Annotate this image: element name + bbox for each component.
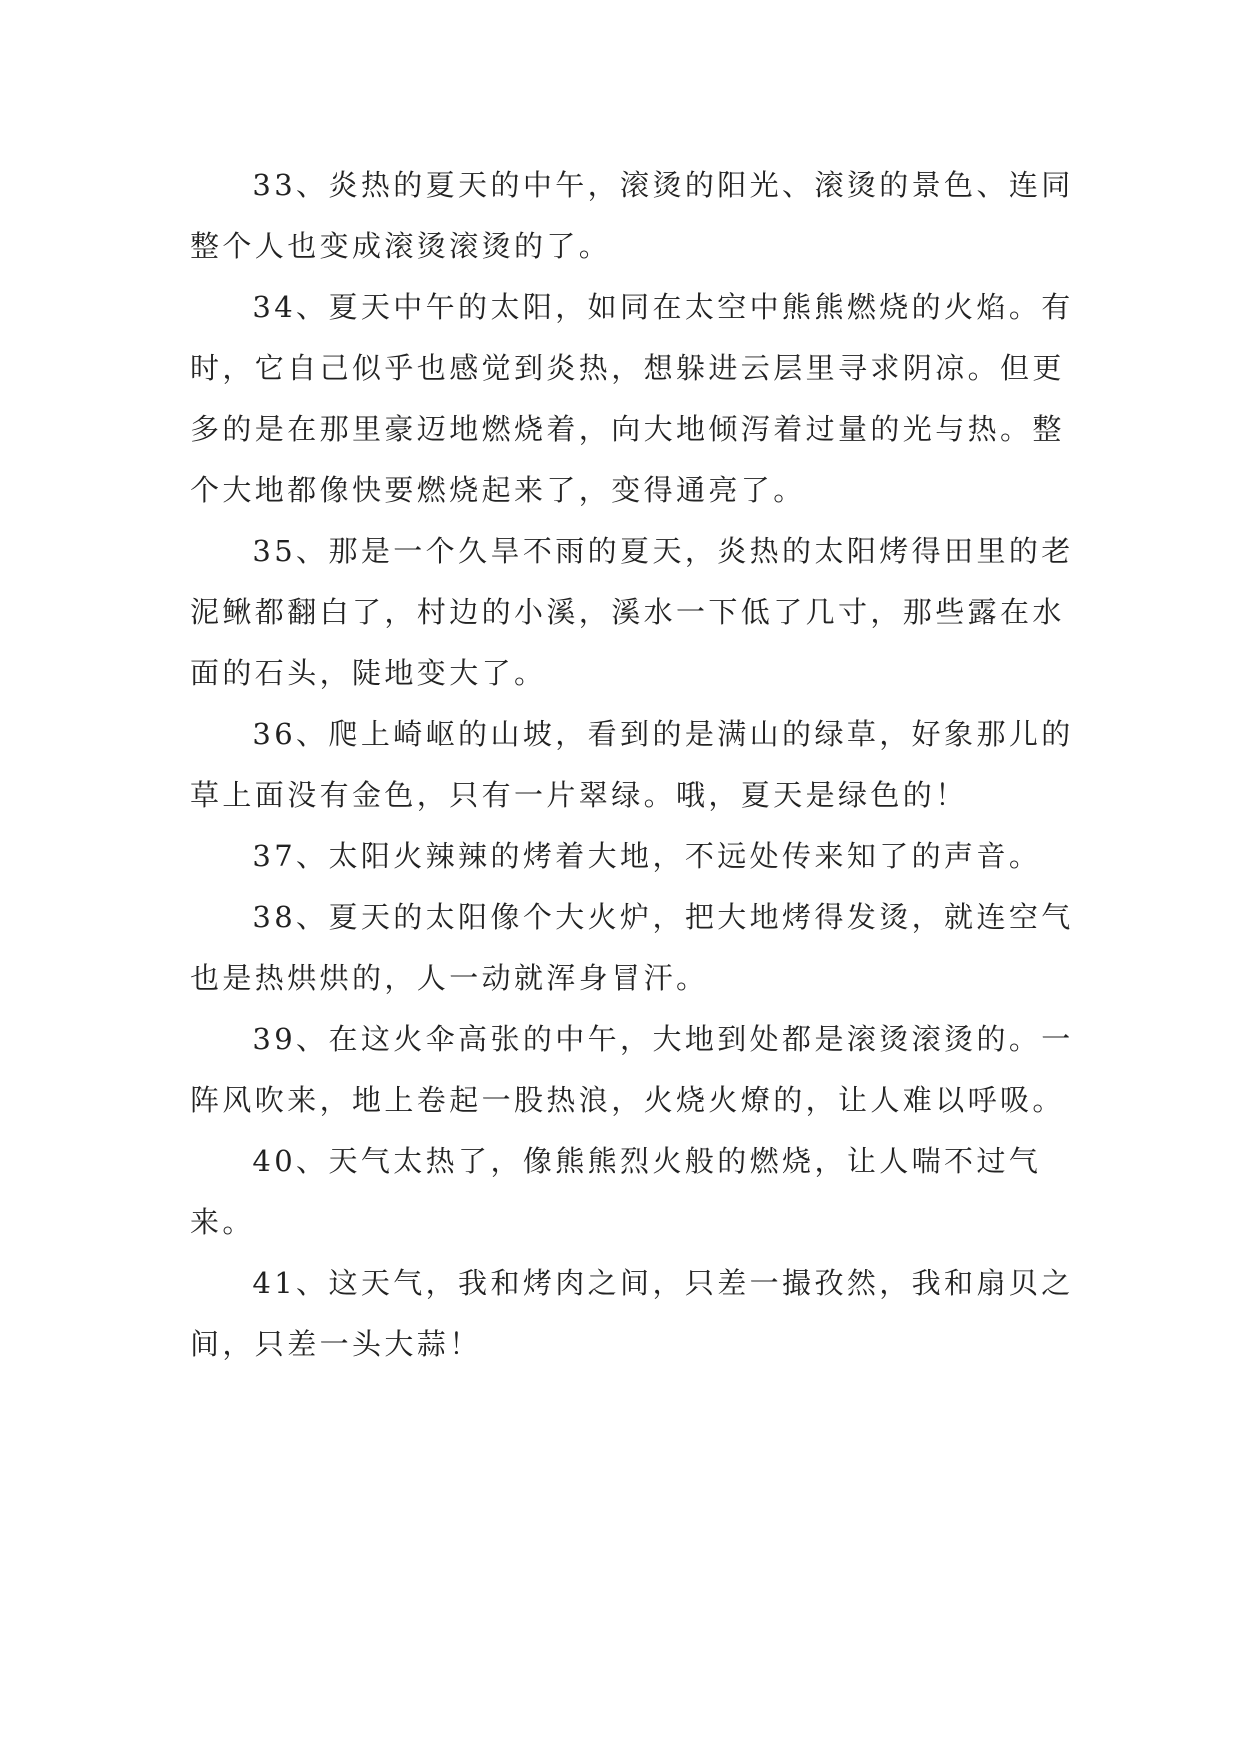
paragraph-37: 37、太阳火辣辣的烤着大地，不远处传来知了的声音。 — [252, 839, 1042, 873]
paragraph-40: 40、天气太热了，像熊熊烈火般的燃烧，让人喘不过气来。 — [190, 1144, 1042, 1239]
document-body — [190, 155, 1090, 1375]
paragraph-35: 35、那是一个久旱不雨的夏天，炎热的太阳烤得田里的老泥鳅都翻白了，村边的小溪，溪水一下低了几寸，那些露在水面的石头，陡地变大了。 — [190, 534, 1074, 690]
paragraph-33: 33、炎热的夏天的中午，滚烫的阳光、滚烫的景色、连同整个人也变成滚烫滚烫的了。 — [190, 168, 1074, 263]
paragraph-36: 36、爬上崎岖的山坡，看到的是满山的绿草，好象那儿的草上面没有金色，只有一片翠绿。哦，夏天是绿色的！ — [190, 717, 1074, 812]
paragraph-41: 41、这天气，我和烤肉之间，只差一撮孜然，我和扇贝之间，只差一头大蒜！ — [190, 1266, 1074, 1361]
paragraph-38: 38、夏天的太阳像个大火炉，把大地烤得发烫，就连空气也是热烘烘的，人一动就浑身冒汗。 — [190, 900, 1074, 995]
paragraph-39: 39、在这火伞高张的中午，大地到处都是滚烫滚烫的。一阵风吹来，地上卷起一股热浪，火烧火燎的，让人难以呼吸。 — [190, 1022, 1074, 1117]
paragraph-34: 34、夏天中午的太阳，如同在太空中熊熊燃烧的火焰。有时，它自己似乎也感觉到炎热，想躲进云层里寻求阴凉。但更多的是在那里豪迈地燃烧着，向大地倾泻着过量的光与热。整个大地都像快要燃烧起来了，变得通亮了。 — [190, 290, 1074, 507]
